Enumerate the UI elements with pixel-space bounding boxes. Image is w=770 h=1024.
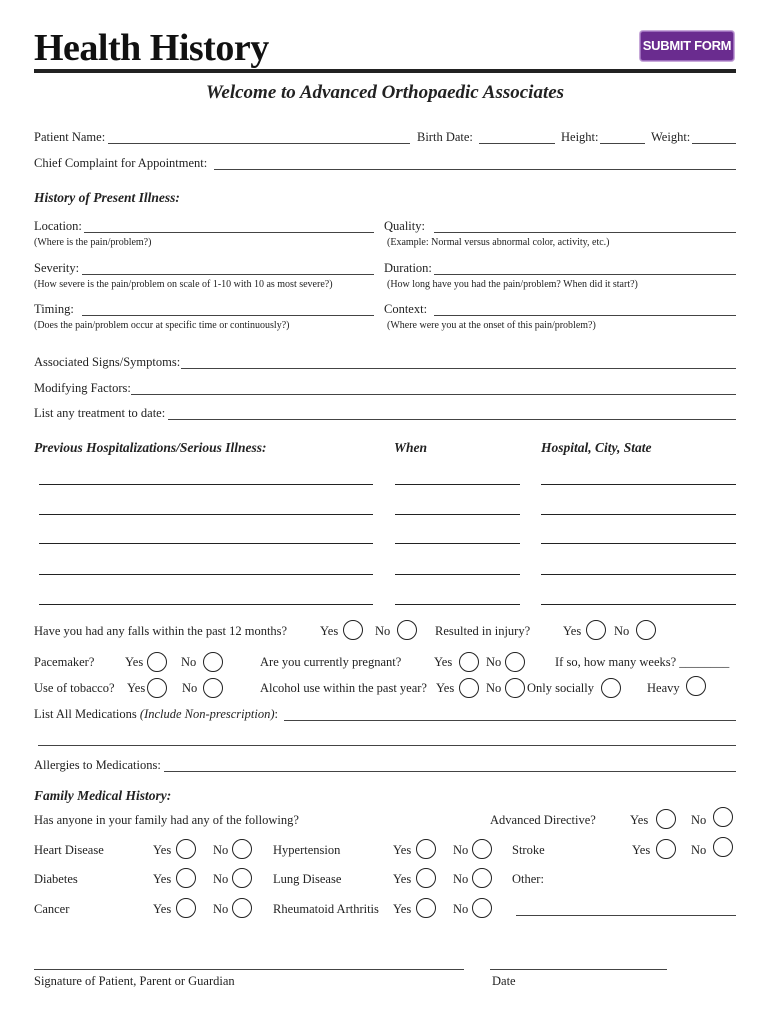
heart-disease-no-radio[interactable] — [232, 839, 252, 859]
tobacco-no-radio[interactable] — [203, 678, 223, 698]
cancer-yes-label: Yes — [153, 902, 172, 916]
pregnant-no-radio[interactable] — [505, 652, 525, 672]
pacemaker-label: Pacemaker? — [34, 655, 95, 669]
when-field[interactable] — [395, 514, 520, 515]
injury-no-radio[interactable] — [636, 620, 656, 640]
hypertension-yes-label: Yes — [393, 843, 412, 857]
hospital-field[interactable] — [541, 574, 736, 575]
pacemaker-yes-label: Yes — [125, 655, 144, 669]
duration-label: Duration: — [384, 261, 432, 275]
chief-complaint-field[interactable] — [214, 169, 736, 170]
cancer-yes-radio[interactable] — [176, 898, 196, 918]
signature-label: Signature of Patient, Parent or Guardian — [34, 974, 235, 988]
present-illness-heading: History of Present Illness: — [34, 190, 180, 205]
weight-label: Weight: — [651, 130, 691, 144]
when-field[interactable] — [395, 543, 520, 544]
hospitalizations-heading: Previous Hospitalizations/Serious Illness: — [34, 440, 267, 455]
pacemaker-no-radio[interactable] — [203, 652, 223, 672]
stroke-label: Stroke — [512, 843, 545, 857]
hospital-field[interactable] — [541, 543, 736, 544]
rheumatoid-arthritis-yes-label: Yes — [393, 902, 412, 916]
timing-field[interactable] — [82, 315, 374, 316]
hospitalization-field[interactable] — [39, 484, 373, 485]
medications-colon: : — [274, 707, 278, 721]
medications-label — [34, 707, 278, 722]
diabetes-no-radio[interactable] — [232, 868, 252, 888]
advanced-directive-label: Advanced Directive? — [490, 813, 596, 827]
birth-date-field[interactable] — [479, 143, 555, 144]
pregnant-yes-radio[interactable] — [459, 652, 479, 672]
location-label: Location: — [34, 219, 82, 233]
hypertension-yes-radio[interactable] — [416, 839, 436, 859]
hospitalization-field[interactable] — [39, 604, 373, 605]
pacemaker-no-label: No — [181, 655, 197, 669]
severity-field[interactable] — [82, 274, 374, 275]
signature-field[interactable] — [34, 969, 464, 970]
diabetes-no-label: No — [213, 872, 229, 886]
lung-disease-yes-radio[interactable] — [416, 868, 436, 888]
advanced-directive-yes-label: Yes — [630, 813, 649, 827]
only-socially-label: Only socially — [527, 681, 595, 695]
other-condition-field[interactable] — [516, 915, 736, 916]
cancer-no-radio[interactable] — [232, 898, 252, 918]
rheumatoid-arthritis-no-radio[interactable] — [472, 898, 492, 918]
quality-field[interactable] — [434, 232, 736, 233]
tobacco-yes-radio[interactable] — [147, 678, 167, 698]
advanced-directive-no-radio[interactable] — [713, 807, 733, 827]
alcohol-no-radio[interactable] — [505, 678, 525, 698]
patient-name-label: Patient Name: — [34, 130, 106, 144]
cancer-label: Cancer — [34, 902, 70, 916]
pacemaker-yes-radio[interactable] — [147, 652, 167, 672]
lung-disease-no-label: No — [453, 872, 469, 886]
date-label: Date — [492, 974, 516, 988]
duration-field[interactable] — [434, 274, 736, 275]
context-label: Context: — [384, 302, 428, 316]
medications-label-text: List All Medications — [34, 707, 137, 721]
diabetes-yes-label: Yes — [153, 872, 172, 886]
treatment-field[interactable] — [168, 419, 736, 420]
alcohol-yes-radio[interactable] — [459, 678, 479, 698]
height-label: Height: — [561, 130, 599, 144]
advanced-directive-yes-radio[interactable] — [656, 809, 676, 829]
pregnant-label: Are you currently pregnant? — [260, 655, 402, 669]
submit-form-button[interactable]: SUBMIT FORM — [640, 31, 734, 61]
falls-no-radio[interactable] — [397, 620, 417, 640]
family-history-heading: Family Medical History: — [34, 788, 172, 803]
quality-hint: (Example: Normal versus abnormal color, activity, etc.) — [387, 237, 610, 248]
falls-yes-label: Yes — [320, 624, 339, 638]
hypertension-label: Hypertension — [273, 843, 341, 857]
injury-yes-label: Yes — [563, 624, 582, 638]
context-field[interactable] — [434, 315, 736, 316]
injury-label: Resulted in injury? — [435, 624, 531, 638]
heavy-radio[interactable] — [686, 676, 706, 696]
timing-hint: (Does the pain/problem occur at specific time or continuously?) — [34, 320, 290, 331]
falls-no-label: No — [375, 624, 391, 638]
lung-disease-label: Lung Disease — [273, 872, 342, 886]
when-field[interactable] — [395, 484, 520, 485]
diabetes-yes-radio[interactable] — [176, 868, 196, 888]
heart-disease-label: Heart Disease — [34, 843, 104, 857]
medications-field[interactable] — [284, 720, 736, 721]
hospitalization-field[interactable] — [39, 514, 373, 515]
injury-yes-radio[interactable] — [586, 620, 606, 640]
timing-label: Timing: — [34, 302, 74, 316]
associated-symptoms-label: Associated Signs/Symptoms: — [34, 355, 181, 369]
form-title: Health History — [34, 27, 269, 69]
hospital-field[interactable] — [541, 514, 736, 515]
heart-disease-yes-radio[interactable] — [176, 839, 196, 859]
medications-note: (Include Non-prescription) — [139, 707, 275, 721]
weight-field[interactable] — [692, 143, 736, 144]
severity-hint: (How severe is the pain/problem on scale of 1-10 with 10 as most severe?) — [34, 279, 333, 290]
cancer-no-label: No — [213, 902, 229, 916]
hospital-heading: Hospital, City, State — [541, 440, 652, 455]
location-field[interactable] — [84, 232, 374, 233]
hospitalization-field[interactable] — [39, 543, 373, 544]
lung-disease-yes-label: Yes — [393, 872, 412, 886]
pregnancy-weeks-label: If so, how many weeks? ________ — [555, 655, 730, 669]
treatment-label: List any treatment to date: — [34, 406, 166, 420]
other-label: Other: — [512, 872, 544, 886]
when-heading: When — [394, 440, 428, 455]
when-field[interactable] — [395, 604, 520, 605]
hypertension-no-radio[interactable] — [472, 839, 492, 859]
family-question: Has anyone in your family had any of the following? — [34, 813, 299, 827]
alcohol-no-label: No — [486, 681, 502, 695]
alcohol-label: Alcohol use within the past year? — [260, 681, 427, 695]
when-field[interactable] — [395, 574, 520, 575]
alcohol-yes-label: Yes — [436, 681, 455, 695]
stroke-no-radio[interactable] — [713, 837, 733, 857]
heart-disease-yes-label: Yes — [153, 843, 172, 857]
modifying-factors-field[interactable] — [131, 394, 736, 395]
injury-no-label: No — [614, 624, 630, 638]
height-field[interactable] — [600, 143, 645, 144]
associated-symptoms-field[interactable] — [181, 368, 736, 369]
stroke-yes-label: Yes — [632, 843, 651, 857]
heavy-label: Heavy — [647, 681, 680, 695]
stroke-yes-radio[interactable] — [656, 839, 676, 859]
allergies-label: Allergies to Medications: — [34, 758, 161, 772]
falls-label: Have you had any falls within the past 12 months? — [34, 624, 288, 638]
rheumatoid-arthritis-no-label: No — [453, 902, 469, 916]
advanced-directive-no-label: No — [691, 813, 707, 827]
context-hint: (Where were you at the onset of this pain/problem?) — [387, 320, 596, 331]
modifying-factors-label: Modifying Factors: — [34, 381, 131, 395]
date-field[interactable] — [490, 969, 667, 970]
duration-hint: (How long have you had the pain/problem? When did it start?) — [387, 279, 638, 290]
lung-disease-no-radio[interactable] — [472, 868, 492, 888]
patient-name-field[interactable] — [108, 143, 410, 144]
pregnant-no-label: No — [486, 655, 502, 669]
tobacco-label: Use of tobacco? — [34, 681, 115, 695]
rheumatoid-arthritis-label: Rheumatoid Arthritis — [273, 902, 379, 916]
quality-label: Quality: — [384, 219, 425, 233]
title-divider — [34, 69, 736, 73]
allergies-field[interactable] — [164, 771, 736, 772]
tobacco-no-label: No — [182, 681, 198, 695]
rheumatoid-arthritis-yes-radio[interactable] — [416, 898, 436, 918]
location-hint: (Where is the pain/problem?) — [34, 237, 152, 248]
pregnant-yes-label: Yes — [434, 655, 453, 669]
diabetes-label: Diabetes — [34, 872, 78, 886]
hospital-field[interactable] — [541, 604, 736, 605]
hypertension-no-label: No — [453, 843, 469, 857]
tobacco-yes-label: Yes — [127, 681, 146, 695]
birth-date-label: Birth Date: — [417, 130, 473, 144]
hospitalization-field[interactable] — [39, 574, 373, 575]
only-socially-radio[interactable] — [601, 678, 621, 698]
severity-label: Severity: — [34, 261, 80, 275]
hospital-field[interactable] — [541, 484, 736, 485]
stroke-no-label: No — [691, 843, 707, 857]
falls-yes-radio[interactable] — [343, 620, 363, 640]
chief-complaint-label: Chief Complaint for Appointment: — [34, 156, 208, 170]
heart-disease-no-label: No — [213, 843, 229, 857]
medications-field-continued[interactable] — [38, 745, 736, 746]
welcome-subtitle: Welcome to Advanced Orthopaedic Associates — [205, 82, 565, 103]
